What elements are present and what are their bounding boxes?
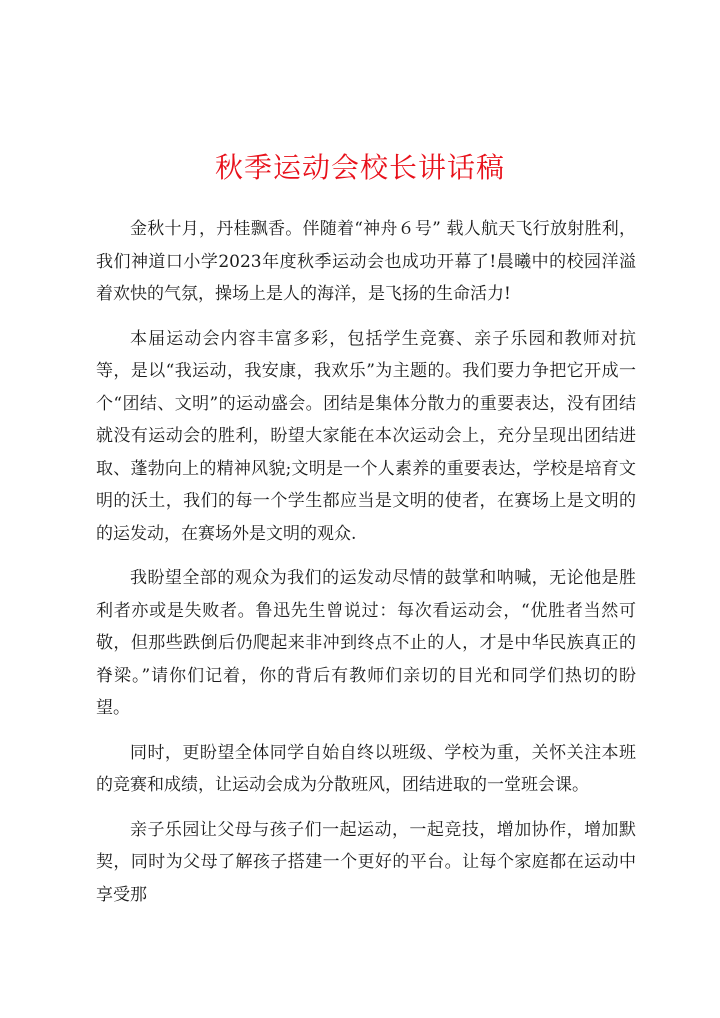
paragraph-1: 金秋十月，丹桂飘香。伴随着“神舟６号” 载人航天飞行放射胜利，我们神道口小学2023年度秋季运动会也成功开幕了!晨曦中的校园洋溢着欢快的气氛，操场上是人的海洋，是飞扬的生命活力!: [96, 219, 636, 304]
paragraph-3: 我盼望全部的观众为我们的运发动尽情的鼓掌和呐喊，无论他是胜利者亦或是失败者。鲁迅先生曾说过：每次看运动会，“优胜者当然可敬，但那些跌倒后仍爬起来非冲到终点不止的人，才是中华民族真正的脊梁。”请你们记着，你的背后有教师们亲切的目光和同学们热切的盼望。: [96, 568, 636, 718]
document-body: [96, 213, 636, 923]
paragraph-4: 同时，更盼望全体同学自始自终以班级、学校为重，关怀关注本班的竞赛和成绩，让运动会成为分散班风，团结进取的一堂班会课。: [96, 742, 636, 795]
paragraph-5: 亲子乐园让父母与孩子们一起运动，一起竞技，增加协作，增加默契，同时为父母了解孩子搭建一个更好的平台。让每个家庭都在运动中享受那: [96, 819, 636, 905]
paragraph-2: 本届运动会内容丰富多彩，包括学生竞赛、亲子乐园和教师对抗等，是以“我运动，我安康，我欢乐”为主题的。我们要力争把它开成一个“团结、文明”的运动盛会。团结是集体分散力的重要表达，没有团结就没有运动会的胜利，盼望大家能在本次运动会上，充分呈现出团结进取、蓬勃向上的精神风貌;文明是一个人素养的重要表达，学校是培育文明的沃土，我们的每一个学生都应当是文明的使者，在赛场上是文明的的运发动，在赛场外是文明的观众.: [96, 328, 636, 544]
document-title: 秋季运动会校长讲话稿: [214, 151, 505, 184]
